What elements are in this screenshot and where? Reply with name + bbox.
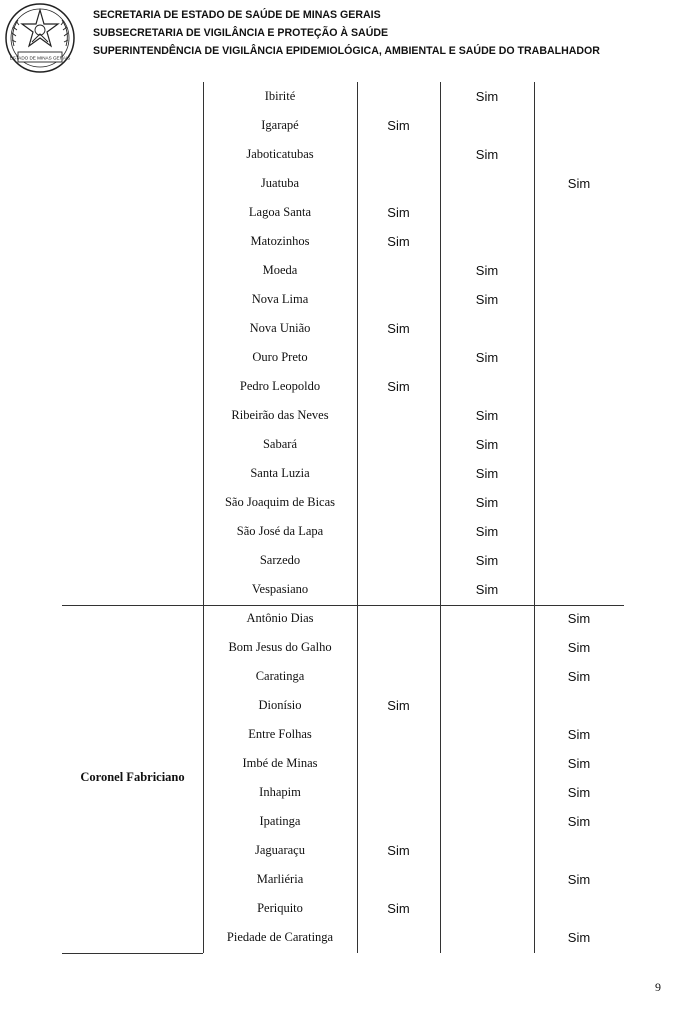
sim-cell-col2 [440, 372, 534, 401]
sim-cell-col1 [357, 488, 440, 517]
sim-cell-col2: Sim [475, 495, 499, 510]
table-row [62, 401, 624, 430]
table-row [62, 82, 624, 111]
sim-cell-col1 [357, 546, 440, 575]
table-column-divider [534, 82, 535, 953]
region-label: Coronel Fabriciano [80, 770, 185, 784]
sim-cell-col3 [534, 372, 624, 401]
municipality-cell: Santa Luzia [250, 466, 310, 480]
sim-cell-col3: Sim [567, 814, 591, 829]
sim-cell-col1: Sim [387, 843, 410, 858]
sim-cell-col1 [357, 778, 440, 807]
sim-cell-col3 [534, 894, 624, 923]
municipality-cell: Ribeirão das Neves [231, 408, 329, 422]
sim-cell-col2 [440, 227, 534, 256]
table-row [62, 865, 624, 894]
sim-cell-col3 [534, 343, 624, 372]
municipality-cell: Ipatinga [259, 814, 301, 828]
sim-cell-col2 [440, 923, 534, 952]
header-line-subsecretaria: SUBSECRETARIA DE VIGILÂNCIA E PROTEÇÃO À SAÚDE [93, 27, 389, 39]
sim-cell-col1 [357, 865, 440, 894]
municipality-cell: Imbé de Minas [242, 756, 318, 770]
table-row [62, 662, 624, 691]
sim-cell-col1: Sim [387, 379, 410, 394]
sim-cell-col2 [440, 111, 534, 140]
municipality-cell: São José da Lapa [236, 524, 324, 538]
table-row [62, 546, 624, 575]
table-row [62, 633, 624, 662]
sim-cell-col3 [534, 111, 624, 140]
municipality-cell: Dionísio [258, 698, 302, 712]
municipality-cell: Sabará [262, 437, 297, 451]
sim-cell-col3 [534, 198, 624, 227]
sim-cell-col2 [440, 836, 534, 865]
sim-cell-col2 [440, 807, 534, 836]
table-row [62, 256, 624, 285]
sim-cell-col3 [534, 459, 624, 488]
sim-cell-col2: Sim [475, 524, 499, 539]
sim-cell-col3: Sim [567, 785, 591, 800]
municipality-cell: São Joaquim de Bicas [224, 495, 336, 509]
sim-cell-col2 [440, 633, 534, 662]
sim-cell-col1: Sim [387, 321, 410, 336]
sim-cell-col1 [357, 662, 440, 691]
sim-cell-col1 [357, 604, 440, 633]
sim-cell-col1 [357, 430, 440, 459]
municipality-cell: Pedro Leopoldo [239, 379, 321, 393]
sim-cell-col2: Sim [475, 292, 499, 307]
sim-cell-col1 [357, 169, 440, 198]
svg-text:ESTADO DE MINAS GERAIS: ESTADO DE MINAS GERAIS [9, 55, 71, 61]
sim-cell-col2 [440, 169, 534, 198]
sim-cell-col2: Sim [475, 582, 499, 597]
municipality-cell: Jaguaraçu [255, 843, 305, 857]
municipality-cell: Moeda [262, 263, 298, 277]
sim-cell-col3 [534, 691, 624, 720]
sim-cell-col2 [440, 778, 534, 807]
sim-cell-col1 [357, 256, 440, 285]
municipality-cell: Periquito [257, 901, 303, 915]
table-row [62, 517, 624, 546]
sim-cell-col1 [357, 720, 440, 749]
table-row [62, 836, 624, 865]
municipality-cell: Bom Jesus do Galho [228, 640, 332, 654]
sim-cell-col3 [534, 227, 624, 256]
table-row [62, 604, 624, 633]
table-row [62, 285, 624, 314]
sim-cell-col2 [440, 749, 534, 778]
municipality-cell: Sarzedo [259, 553, 301, 567]
sim-cell-col3 [534, 285, 624, 314]
table-column-divider [203, 82, 204, 953]
sim-cell-col1 [357, 343, 440, 372]
table-row [62, 314, 624, 343]
table-row [62, 691, 624, 720]
table-row [62, 720, 624, 749]
sim-cell-col3 [534, 575, 624, 604]
sim-cell-col3 [534, 82, 624, 111]
sim-cell-col1: Sim [387, 118, 410, 133]
municipality-cell: Nova Lima [251, 292, 309, 306]
sim-cell-col1 [357, 459, 440, 488]
sim-cell-col2: Sim [475, 263, 499, 278]
header-line-superintendencia: SUPERINTENDÊNCIA DE VIGILÂNCIA EPIDEMIOLÓGICA, AMBIENTAL E SAÚDE DO TRABALHADOR [93, 45, 600, 57]
table-row [62, 807, 624, 836]
table-row [62, 372, 624, 401]
table-row [62, 198, 624, 227]
sim-cell-col1: Sim [387, 234, 410, 249]
sim-cell-col2: Sim [475, 466, 499, 481]
sim-cell-col1 [357, 575, 440, 604]
sim-cell-col2 [440, 662, 534, 691]
table-row [62, 575, 624, 604]
sim-cell-col3 [534, 488, 624, 517]
sim-cell-col1 [357, 140, 440, 169]
sim-cell-col3: Sim [567, 727, 591, 742]
municipality-cell: Entre Folhas [248, 727, 312, 741]
sim-cell-col3 [534, 430, 624, 459]
group-separator [62, 605, 624, 606]
municipality-cell: Lagoa Santa [248, 205, 312, 219]
municipality-cell: Jaboticatubas [246, 147, 314, 161]
municipality-cell: Piedade de Caratinga [226, 930, 334, 944]
sim-cell-col2 [440, 865, 534, 894]
sim-cell-col1 [357, 517, 440, 546]
municipality-cell: Matozinhos [250, 234, 310, 248]
table-row [62, 430, 624, 459]
sim-cell-col2: Sim [475, 437, 499, 452]
table-row [62, 111, 624, 140]
table-row [62, 169, 624, 198]
sim-cell-col1 [357, 749, 440, 778]
sim-cell-col3: Sim [567, 872, 591, 887]
sim-cell-col2 [440, 198, 534, 227]
sim-cell-col3 [534, 314, 624, 343]
sim-cell-col3 [534, 836, 624, 865]
sim-cell-col2: Sim [475, 89, 499, 104]
sim-cell-col1 [357, 82, 440, 111]
sim-cell-col1: Sim [387, 205, 410, 220]
header-line-secretaria: SECRETARIA DE ESTADO DE SAÚDE DE MINAS GERAIS [93, 9, 381, 21]
group-separator [62, 953, 203, 954]
sim-cell-col3 [534, 256, 624, 285]
municipality-cell: Inhapim [259, 785, 301, 799]
sim-cell-col2 [440, 691, 534, 720]
municipality-cell: Vespasiano [251, 582, 309, 596]
table-row [62, 894, 624, 923]
sim-cell-col3: Sim [567, 756, 591, 771]
municipality-cell: Ouro Preto [252, 350, 308, 364]
sim-cell-col1 [357, 633, 440, 662]
table-row [62, 227, 624, 256]
sim-cell-col2 [440, 894, 534, 923]
sim-cell-col2: Sim [475, 553, 499, 568]
municipality-cell: Nova União [249, 321, 311, 335]
table-row [62, 343, 624, 372]
sim-cell-col1 [357, 401, 440, 430]
sim-cell-col3 [534, 546, 624, 575]
sim-cell-col1: Sim [387, 698, 410, 713]
page-number: 9 [655, 980, 661, 994]
table-row [62, 140, 624, 169]
sim-cell-col3 [534, 517, 624, 546]
sim-cell-col2: Sim [475, 350, 499, 365]
table-row [62, 459, 624, 488]
table-column-divider [440, 82, 441, 953]
sim-cell-col1 [357, 807, 440, 836]
sim-cell-col3: Sim [567, 640, 591, 655]
sim-cell-col1: Sim [387, 901, 410, 916]
sim-cell-col3: Sim [567, 930, 591, 945]
sim-cell-col2 [440, 604, 534, 633]
page-header [0, 0, 700, 80]
municipality-cell: Caratinga [255, 669, 305, 683]
table-row [62, 923, 624, 952]
sim-cell-col1 [357, 285, 440, 314]
sim-cell-col3: Sim [567, 669, 591, 684]
sim-cell-col3 [534, 140, 624, 169]
municipality-cell: Ibirité [264, 89, 296, 103]
sim-cell-col2 [440, 720, 534, 749]
state-seal-icon [2, 2, 78, 74]
table-column-divider [357, 82, 358, 953]
municipality-cell: Antônio Dias [246, 611, 314, 625]
municipality-cell: Marliéria [256, 872, 304, 886]
municipality-cell: Juatuba [260, 176, 300, 190]
sim-cell-col1 [357, 923, 440, 952]
municipality-cell: Igarapé [261, 118, 299, 132]
sim-cell-col3 [534, 401, 624, 430]
sim-cell-col2: Sim [475, 408, 499, 423]
sim-cell-col3: Sim [567, 176, 591, 191]
sim-cell-col2: Sim [475, 147, 499, 162]
sim-cell-col2 [440, 314, 534, 343]
sim-cell-col3: Sim [567, 611, 591, 626]
table-row [62, 488, 624, 517]
